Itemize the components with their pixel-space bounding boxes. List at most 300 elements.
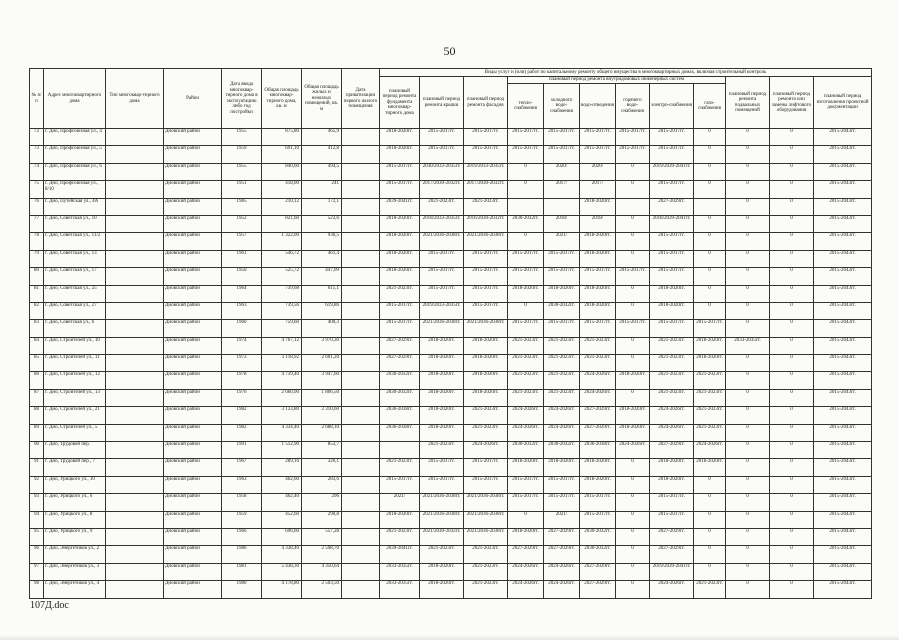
row-number: 97 <box>30 563 44 580</box>
row-number: 95 <box>30 528 44 545</box>
row-year: 1959 <box>222 146 262 163</box>
row-work-period: 0 <box>770 129 814 146</box>
row-work-period: 2021-2023гг. <box>544 337 580 354</box>
row-work-period: 0 <box>694 181 726 198</box>
table-row <box>30 407 872 424</box>
row-address: г. Дно, Советская ул., 25 <box>44 285 106 302</box>
row-work-period: 0 <box>726 563 770 580</box>
row-living-area: 2 601,20 <box>302 355 342 372</box>
row-address: г. Дно, Строителей ул., 21 <box>44 407 106 424</box>
row-work-period: 0 <box>770 163 814 180</box>
row-work-period: 2015-2043гг. <box>814 581 872 598</box>
row-living-area: 2 598,70 <box>302 546 342 563</box>
row-number: 82 <box>30 302 44 319</box>
row-year: 1963 <box>222 302 262 319</box>
row-work-period: 2015-2043гг. <box>814 511 872 528</box>
row-work-period: 2015-2017гг. <box>580 129 616 146</box>
row-district: Дновский район <box>164 337 222 354</box>
row-year: 1961 <box>222 250 262 267</box>
row-work-period: 0 <box>694 494 726 511</box>
row-number: 94 <box>30 511 44 528</box>
row-work-period: 2018-2020гг. <box>616 372 650 389</box>
row-address: г. Дно, Профсоюзная ул., 8/10 <box>44 181 106 198</box>
row-work-period: 2019/2033-2035гг. <box>420 302 464 319</box>
row-work-period: 2018-2020гг. <box>420 337 464 354</box>
row-district: Дновский район <box>164 198 222 215</box>
row-building-type <box>106 146 164 163</box>
row-privatization-date <box>342 250 380 267</box>
header-work-elevator: плановый период ремонта или замены лифтового оборудования <box>770 77 814 129</box>
row-work-period: 2024-2026гг. <box>508 581 544 598</box>
scan-edge-shadow <box>0 635 899 640</box>
row-address: г. Дно, Путейская ул., 4А <box>44 198 106 215</box>
row-address: г. Дно, Советская ул., 6 <box>44 320 106 337</box>
row-work-period: 2015-2017гг. <box>616 268 650 285</box>
row-work-period: 2015-2043гг. <box>814 198 872 215</box>
table-row <box>30 233 872 250</box>
header-work-facade: плановый период ремонта фасадов <box>464 77 508 129</box>
row-work-period: 2015-2043гг. <box>814 268 872 285</box>
row-work-period: 0 <box>508 233 544 250</box>
row-work-period: 2015-2017гг. <box>420 476 464 493</box>
row-district: Дновский район <box>164 163 222 180</box>
row-privatization-date <box>342 233 380 250</box>
row-work-period: 2015-2017гг. <box>650 268 694 285</box>
row-address: г. Дно, Советская ул., 27 <box>44 302 106 319</box>
row-work-period: 2021-2023гг. <box>508 372 544 389</box>
row-building-type <box>106 528 164 545</box>
row-work-period: 2033-2035гг. <box>726 337 770 354</box>
row-address: г. Дно, Урицкого ул., 9 <box>44 528 106 545</box>
row-work-period: 2030-2032гг. <box>508 215 544 232</box>
row-work-period: 0 <box>616 302 650 319</box>
row-total-area: 452,60 <box>262 511 302 528</box>
row-privatization-date <box>342 355 380 372</box>
row-total-area: 1 322,00 <box>262 233 302 250</box>
row-privatization-date <box>342 163 380 180</box>
row-privatization-date <box>342 511 380 528</box>
row-living-area: 2 503,50 <box>302 581 342 598</box>
row-privatization-date <box>342 459 380 476</box>
row-work-period: 2015-2017гг. <box>420 285 464 302</box>
row-building-type <box>106 355 164 372</box>
row-work-period: 2015-2017гг. <box>508 146 544 163</box>
row-work-period: 2015-2043гг. <box>814 146 872 163</box>
row-district: Дновский район <box>164 494 222 511</box>
row-work-period: 2021-2023гг. <box>694 407 726 424</box>
row-living-area: 557,28 <box>302 528 342 545</box>
row-district: Дновский район <box>164 442 222 459</box>
row-work-period: 2024-2026гг. <box>508 563 544 580</box>
row-work-period: 2018-2020гг. <box>380 129 420 146</box>
row-living-area: 465,9 <box>302 129 342 146</box>
page-number: 50 <box>443 44 456 58</box>
row-work-period: 2018-2020гг. <box>544 459 580 476</box>
row-work-period: 2015-2017гг. <box>464 302 508 319</box>
row-privatization-date <box>342 215 380 232</box>
row-work-period: 2018-2020гг. <box>580 302 616 319</box>
row-privatization-date <box>342 476 380 493</box>
table-row <box>30 355 872 372</box>
row-privatization-date <box>342 389 380 406</box>
row-year: 1982 <box>222 424 262 441</box>
row-total-area: 3 118,92 <box>262 355 302 372</box>
row-building-type <box>106 181 164 198</box>
row-work-period: 2017/2030-2032гг. <box>464 181 508 198</box>
row-work-period: 2015-2017гг. <box>650 250 694 267</box>
row-district: Дновский район <box>164 215 222 232</box>
row-total-area: 2 660,90 <box>262 389 302 406</box>
row-work-period: 2018-2020гг. <box>694 337 726 354</box>
row-district: Дновский район <box>164 250 222 267</box>
row-work-period: 2021-2023гг. <box>464 407 508 424</box>
header-year: Дата ввода многоквар-тирного дома в эксплуатацию либо год постройки <box>222 69 262 129</box>
row-living-area: 2 310,60 <box>302 407 342 424</box>
row-address: г. Дно, Профсоюзная ул., 4 <box>44 129 106 146</box>
table-row <box>30 528 872 545</box>
row-work-period: 0 <box>616 494 650 511</box>
row-work-period: 2015-2043гг. <box>814 320 872 337</box>
row-work-period: 0 <box>770 146 814 163</box>
row-number: 85 <box>30 355 44 372</box>
row-work-period: 2021/ <box>544 233 580 250</box>
row-address: г. Дно, Энергетиков ул., 2 <box>44 546 106 563</box>
row-work-period: 2018-2020гг. <box>464 389 508 406</box>
row-building-type <box>106 320 164 337</box>
row-number: 88 <box>30 407 44 424</box>
row-work-period: 0 <box>616 181 650 198</box>
row-building-type <box>106 198 164 215</box>
row-work-period: 0 <box>770 198 814 215</box>
row-living-area: 3 970,30 <box>302 337 342 354</box>
table-row <box>30 442 872 459</box>
row-work-period: 2018-2020гг. <box>464 372 508 389</box>
row-work-period: 0 <box>694 163 726 180</box>
row-work-period: 2015-2043гг. <box>814 407 872 424</box>
row-work-period: 2027-2029гг. <box>580 424 616 441</box>
row-district: Дновский район <box>164 581 222 598</box>
row-work-period: 0 <box>694 511 726 528</box>
row-work-period: 2018-2020гг. <box>580 476 616 493</box>
row-work-period: 2015-2017гг. <box>544 320 580 337</box>
row-work-period: 2015-2043гг. <box>814 233 872 250</box>
row-work-period: 2036-2038гг. <box>380 424 420 441</box>
row-living-area: 936,5 <box>302 233 342 250</box>
row-work-period: 2015-2043гг. <box>814 129 872 146</box>
row-privatization-date <box>342 268 380 285</box>
row-work-period: 2015-2043гг. <box>814 285 872 302</box>
document-filename: 107Д.doc <box>30 600 69 611</box>
row-total-area: 691,10 <box>262 146 302 163</box>
row-living-area: 296 <box>302 494 342 511</box>
row-privatization-date <box>342 320 380 337</box>
row-living-area: 3 947,60 <box>302 372 342 389</box>
row-building-type <box>106 372 164 389</box>
row-total-area: 840,60 <box>262 163 302 180</box>
row-work-period: 2024-2026гг. <box>508 424 544 441</box>
row-work-period: 0 <box>726 511 770 528</box>
row-work-period: 2021-2023гг. <box>694 581 726 598</box>
table-body <box>30 129 872 599</box>
row-work-period: 0 <box>770 181 814 198</box>
row-work-period: 2020/ <box>580 163 616 180</box>
row-work-period: 2021/ <box>380 494 420 511</box>
row-work-period: 2027-2029гг. <box>580 581 616 598</box>
row-building-type <box>106 233 164 250</box>
row-work-period: 0 <box>770 494 814 511</box>
row-work-period: 2018-2020гг. <box>580 459 616 476</box>
row-living-area: 494,5 <box>302 163 342 180</box>
row-work-period: 2018-2020гг. <box>420 372 464 389</box>
row-work-period: 2015-2017гг. <box>464 129 508 146</box>
row-work-period: 0 <box>726 285 770 302</box>
row-work-period: 2021-2023гг. <box>508 337 544 354</box>
row-year: 1976 <box>222 389 262 406</box>
row-work-period: 2024-2026гг. <box>544 563 580 580</box>
row-work-period: 0 <box>770 215 814 232</box>
row-number: 84 <box>30 337 44 354</box>
row-work-period: 2021/2036-2038гг. <box>464 511 508 528</box>
row-privatization-date <box>342 181 380 198</box>
row-work-period: 2015-2017гг. <box>420 129 464 146</box>
row-year: 1963 <box>222 476 262 493</box>
row-year: 1982 <box>222 407 262 424</box>
header-work-basement: плановый период ремонта подвальных помещений <box>726 77 770 129</box>
row-living-area: 326,1 <box>302 459 342 476</box>
row-work-period: 2027-2029гг. <box>650 528 694 545</box>
row-work-period: 2015-2017гг. <box>650 511 694 528</box>
row-work-period: 2021-2023гг. <box>508 355 544 372</box>
row-work-period: 2018-2020гг. <box>694 459 726 476</box>
row-work-period: 0 <box>694 528 726 545</box>
row-district: Дновский район <box>164 407 222 424</box>
row-work-period: 2015-2043гг. <box>814 563 872 580</box>
row-district: Дновский район <box>164 424 222 441</box>
row-work-period: 0 <box>770 233 814 250</box>
row-address: г. Дно, Трудовой пер., 7 <box>44 459 106 476</box>
row-building-type <box>106 215 164 232</box>
row-work-period: 2024-2026гг. <box>508 407 544 424</box>
row-work-period: 0 <box>770 546 814 563</box>
row-living-area: 412,8 <box>302 146 342 163</box>
row-privatization-date <box>342 129 380 146</box>
row-work-period: 2030/2033-2035гг. <box>420 163 464 180</box>
row-district: Дновский район <box>164 476 222 493</box>
row-living-area: 2 688,10 <box>302 424 342 441</box>
row-work-period: 2021/ <box>544 511 580 528</box>
row-work-period: 2018-2020гг. <box>380 215 420 232</box>
row-number: 93 <box>30 494 44 511</box>
row-address: г. Дно, Строителей ул., 13 <box>44 389 106 406</box>
row-work-period: 2024-2026гг. <box>544 581 580 598</box>
header-building-type: Тип многоквар-тирного дома <box>106 69 164 129</box>
row-work-period: 2021-2023гг. <box>420 546 464 563</box>
row-work-period: 2018/2039-2041гг. <box>650 215 694 232</box>
table-row <box>30 129 872 146</box>
row-work-period: 0 <box>616 546 650 563</box>
table-row <box>30 302 872 319</box>
row-work-period: 0 <box>508 181 544 198</box>
row-work-period: 2015-2043гг. <box>814 337 872 354</box>
row-number: 89 <box>30 424 44 441</box>
row-district: Дновский район <box>164 355 222 372</box>
row-work-period: 2015-2017гг. <box>616 146 650 163</box>
row-work-period: 0 <box>770 442 814 459</box>
row-building-type <box>106 442 164 459</box>
row-work-period: 2021-2023гг. <box>544 355 580 372</box>
row-work-period: 2015-2043гг. <box>814 302 872 319</box>
row-year: 1950 <box>222 268 262 285</box>
row-privatization-date <box>342 302 380 319</box>
row-work-period: 0 <box>726 146 770 163</box>
row-total-area: 462,40 <box>262 494 302 511</box>
row-address: г. Дно, Энергетиков ул., 3 <box>44 563 106 580</box>
table-row <box>30 511 872 528</box>
table-row <box>30 215 872 232</box>
row-work-period: 2015-2017гг. <box>464 476 508 493</box>
row-work-period: 2015-2017гг. <box>380 320 420 337</box>
row-work-period: 2015-2017гг. <box>464 146 508 163</box>
row-work-period: 2015-2017гг. <box>380 476 420 493</box>
header-work-gas: газо-снабжения <box>694 84 726 129</box>
table-row <box>30 250 872 267</box>
row-work-period: 2024-2026гг. <box>464 442 508 459</box>
header-privatization: Дата приватизации первого жилого помещения <box>342 69 380 129</box>
row-work-period: 2021-2023гг. <box>508 389 544 406</box>
row-work-period: 0 <box>616 250 650 267</box>
row-work-period: 0 <box>726 129 770 146</box>
row-work-period: 2015-2043гг. <box>814 424 872 441</box>
row-district: Дновский район <box>164 563 222 580</box>
row-work-period: 2024-2026гг. <box>616 442 650 459</box>
row-work-period: 2027-2029гг. <box>508 546 544 563</box>
row-work-period: 2018-2020гг. <box>544 285 580 302</box>
row-number: 76 <box>30 198 44 215</box>
row-work-period: 0 <box>770 563 814 580</box>
row-work-period: 2021-2023гг. <box>464 563 508 580</box>
row-work-period: 2021/2036-2038гг. <box>464 233 508 250</box>
row-work-period: 2021-2023гг. <box>650 337 694 354</box>
row-work-period: 0 <box>616 511 650 528</box>
row-district: Дновский район <box>164 233 222 250</box>
row-district: Дновский район <box>164 302 222 319</box>
row-work-period: 2021-2023гг. <box>694 372 726 389</box>
row-work-period: 2018-2020гг. <box>420 355 464 372</box>
row-work-period: 2024-2026гг. <box>544 424 580 441</box>
row-total-area: 4 178,80 <box>262 581 302 598</box>
row-work-period: 2015-2017гг. <box>508 320 544 337</box>
row-work-period: 2015-2017гг. <box>380 181 420 198</box>
row-work-period: 2018-2020гг. <box>650 285 694 302</box>
row-work-period: 2015-2017гг. <box>508 250 544 267</box>
row-work-period: 2015-2017гг. <box>616 320 650 337</box>
row-work-period: 2015-2043гг. <box>814 546 872 563</box>
row-work-period: 2021-2023гг. <box>464 581 508 598</box>
row-work-period: 2018-2020гг. <box>420 424 464 441</box>
row-year: 1955 <box>222 163 262 180</box>
row-work-period: 0 <box>694 302 726 319</box>
row-work-period: 0 <box>726 163 770 180</box>
row-district: Дновский район <box>164 389 222 406</box>
row-work-period: 0 <box>770 372 814 389</box>
row-work-period: 2015-2017гг. <box>420 459 464 476</box>
row-year: 1952 <box>222 215 262 232</box>
row-total-area: 1 512,90 <box>262 442 302 459</box>
table-row <box>30 494 872 511</box>
row-work-period: 2015-2017гг. <box>464 459 508 476</box>
row-number: 92 <box>30 476 44 493</box>
row-work-period: 2018-2020гг. <box>380 511 420 528</box>
header-work-cold-water: холодного водо-снабжения <box>544 84 580 129</box>
row-work-period: 2018-2020гг. <box>380 233 420 250</box>
row-work-period: 2027-2029гг. <box>580 407 616 424</box>
row-work-period: 0 <box>726 424 770 441</box>
row-work-period: 0 <box>694 129 726 146</box>
row-district: Дновский район <box>164 181 222 198</box>
row-work-period: 2018-2020гг. <box>580 250 616 267</box>
row-work-period: 2015-2043гг. <box>814 494 872 511</box>
row-year: 1980 <box>222 581 262 598</box>
row-number: 91 <box>30 459 44 476</box>
row-number: 98 <box>30 581 44 598</box>
row-address: г. Дно, Урицкого ул., 6 <box>44 494 106 511</box>
row-work-period: 2039-2041гг. <box>380 198 420 215</box>
row-work-period: 2015-2017гг. <box>544 250 580 267</box>
row-work-period: 2015-2017гг. <box>380 302 420 319</box>
row-living-area: 172,1 <box>302 198 342 215</box>
row-work-period: 2021-2023гг. <box>420 198 464 215</box>
row-work-period: 2024-2026гг. <box>544 407 580 424</box>
row-work-period: 2024-2026гг. <box>694 442 726 459</box>
row-work-period: 2024-2026гг. <box>650 424 694 441</box>
row-district: Дновский район <box>164 546 222 563</box>
row-living-area: 400,3 <box>302 320 342 337</box>
table-row <box>30 163 872 180</box>
row-work-period: 2015-2017гг. <box>650 181 694 198</box>
row-building-type <box>106 129 164 146</box>
row-work-period: 2015-2017гг. <box>508 129 544 146</box>
row-building-type <box>106 407 164 424</box>
row-work-period: 0 <box>726 233 770 250</box>
row-work-period: 2018-2020гг. <box>420 389 464 406</box>
row-total-area: 4 338,40 <box>262 546 302 563</box>
row-work-period: 0 <box>616 285 650 302</box>
row-work-period: 2018-2020гг. <box>650 302 694 319</box>
row-total-area: 210,12 <box>262 198 302 215</box>
table-row <box>30 268 872 285</box>
header-work-heating: тепло-снабжения <box>508 84 544 129</box>
row-total-area: 739,68 <box>262 285 302 302</box>
row-work-period: 0 <box>770 476 814 493</box>
row-address: г. Дно, Профсоюзная ул., 6 <box>44 163 106 180</box>
row-work-period: 0 <box>770 407 814 424</box>
row-work-period: 0 <box>694 268 726 285</box>
row-work-period: 2015-2043гг. <box>814 355 872 372</box>
header-work-design-docs: плановый период изготовления проектной документации <box>814 77 872 129</box>
row-address: г. Дно, Советская ул., 11/2 <box>44 233 106 250</box>
row-living-area: 1 806,50 <box>302 389 342 406</box>
row-work-period: 2018-2020гг. <box>508 285 544 302</box>
row-work-period: 0 <box>616 389 650 406</box>
row-work-period: 2021-2023гг. <box>464 546 508 563</box>
row-building-type <box>106 302 164 319</box>
row-number: 75 <box>30 181 44 198</box>
row-work-period: 2030-2032гг. <box>544 302 580 319</box>
row-work-period: 2015-2017гг. <box>464 285 508 302</box>
row-work-period: 2021/2036-2038гг. <box>420 511 464 528</box>
row-year: 1978 <box>222 372 262 389</box>
row-address: г. Дно, Советская ул., 17 <box>44 268 106 285</box>
